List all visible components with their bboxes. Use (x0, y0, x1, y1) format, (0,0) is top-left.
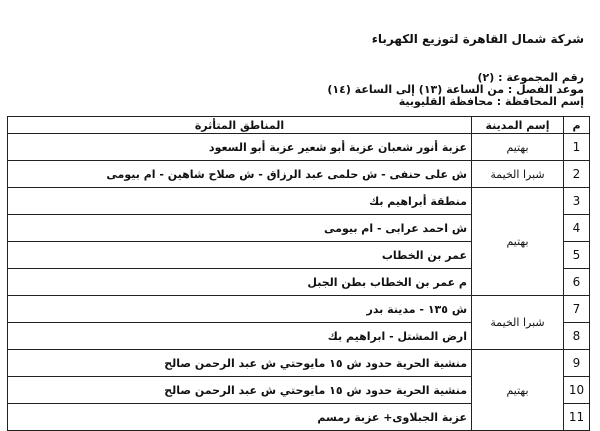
city-cell: بهتيم (472, 188, 564, 296)
group-number: رقم المجموعة : (٢) (477, 71, 584, 84)
city-cell: شبرا الخيمة (472, 296, 564, 350)
outage-table (7, 116, 590, 431)
area-cell: ش ١٣٥ - مدينة بدر (8, 296, 472, 323)
area-cell: م عمر بن الخطاب بطن الجبل (8, 269, 472, 296)
city-cell: شبرا الخيمة (472, 161, 564, 188)
header-areas: المناطق المتأثرة (8, 117, 472, 134)
row-number: 4 (564, 215, 590, 242)
area-cell: ارض المشتل - ابراهيم بك (8, 323, 472, 350)
table-row (8, 161, 590, 188)
table-row (8, 350, 590, 377)
row-number: 10 (564, 377, 590, 404)
header-city: إسم المدينة (472, 117, 564, 134)
cutoff-time: موعد الفصل : من الساعة (١٣) إلى الساعة (١٤) (327, 83, 584, 96)
table-row (8, 296, 590, 323)
area-cell: منشية الحرية حدود ش ١٥ مايوحتي ش عبد الرحمن صالح (8, 377, 472, 404)
city-cell: بهتيم (472, 134, 564, 161)
area-cell: ش احمد عرابى - ام بيومى (8, 215, 472, 242)
row-number: 8 (564, 323, 590, 350)
governorate-name: إسم المحافظة : محافظة القليوبية (398, 95, 584, 108)
area-cell: ش على حنفى - ش حلمى عبد الرزاق - ش صلاح شاهين - ام بيومى (8, 161, 472, 188)
row-number: 11 (564, 404, 590, 431)
area-cell: عزبة الجبلاوى+ عزبة رمسم (8, 404, 472, 431)
row-number: 3 (564, 188, 590, 215)
area-cell: منشية الحرية حدود ش ١٥ مايوحتي ش عبد الرحمن صالح (8, 350, 472, 377)
row-number: 7 (564, 296, 590, 323)
row-number: 1 (564, 134, 590, 161)
header-num: م (564, 117, 590, 134)
company-name: شركة شمال القاهرة لتوزيع الكهرباء (371, 32, 584, 46)
table-row (8, 134, 590, 161)
schedule-meta (327, 72, 584, 108)
area-cell: عزبة أنور شعبان عزبة أبو شعير عزبة أبو السعود (8, 134, 472, 161)
row-number: 9 (564, 350, 590, 377)
table-row (8, 188, 590, 215)
area-cell: عمر بن الخطاب (8, 242, 472, 269)
city-cell: بهتيم (472, 350, 564, 431)
row-number: 6 (564, 269, 590, 296)
area-cell: منطقة أبراهيم بك (8, 188, 472, 215)
row-number: 2 (564, 161, 590, 188)
row-number: 5 (564, 242, 590, 269)
table-header-row (8, 117, 590, 134)
